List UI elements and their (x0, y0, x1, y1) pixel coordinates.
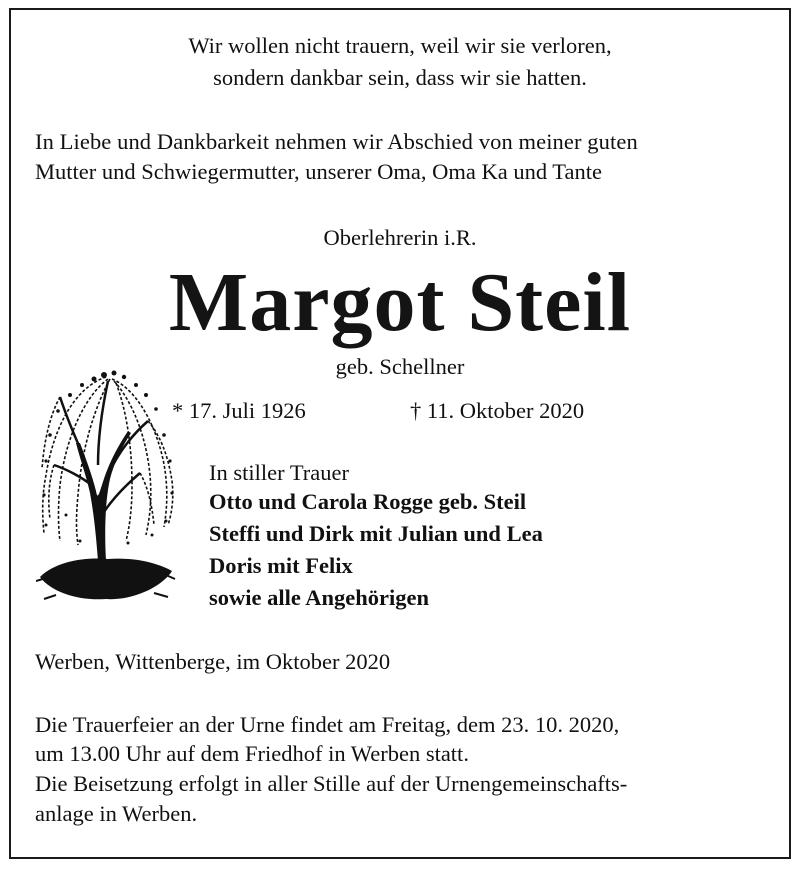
funeral-line-1: Die Trauerfeier an der Urne findet am Freitag, dem 23. 10. 2020, (35, 712, 620, 737)
mourners-heading: In stiller Trauer (209, 460, 349, 485)
death-date: † 11. Oktober 2020 (410, 398, 585, 423)
motto-line-2: sondern dankbar sein, dass wir sie hatten. (213, 65, 587, 90)
birth-date: * 17. Juli 1926 (172, 398, 306, 423)
intro-line-1: In Liebe und Dankbarkeit nehmen wir Abschied von meiner guten (35, 129, 638, 154)
mourner-line: Otto und Carola Rogge geb. Steil (209, 489, 527, 514)
birth-name: geb. Schellner (335, 354, 465, 379)
mourner-line: Doris mit Felix (209, 553, 353, 578)
mourner-line: Steffi und Dirk mit Julian und Lea (209, 521, 543, 546)
deceased-name: Margot Steil (168, 256, 632, 349)
mourner-line: sowie alle Angehörigen (209, 585, 429, 610)
deceased-title: Oberlehrerin i.R. (323, 225, 477, 250)
motto-line-1: Wir wollen nicht trauern, weil wir sie verloren, (188, 33, 612, 58)
funeral-line-2: um 13.00 Uhr auf dem Friedhof in Werben statt. (35, 741, 469, 766)
weeping-willow-icon (36, 365, 176, 603)
funeral-line-3: Die Beisetzung erfolgt in aller Stille auf der Urnengemeinschafts- (35, 771, 628, 796)
intro-line-2: Mutter und Schwiegermutter, unserer Oma, Oma Ka und Tante (35, 159, 602, 184)
funeral-line-4: anlage in Werben. (35, 801, 198, 826)
place-date: Werben, Wittenberge, im Oktober 2020 (35, 649, 391, 674)
